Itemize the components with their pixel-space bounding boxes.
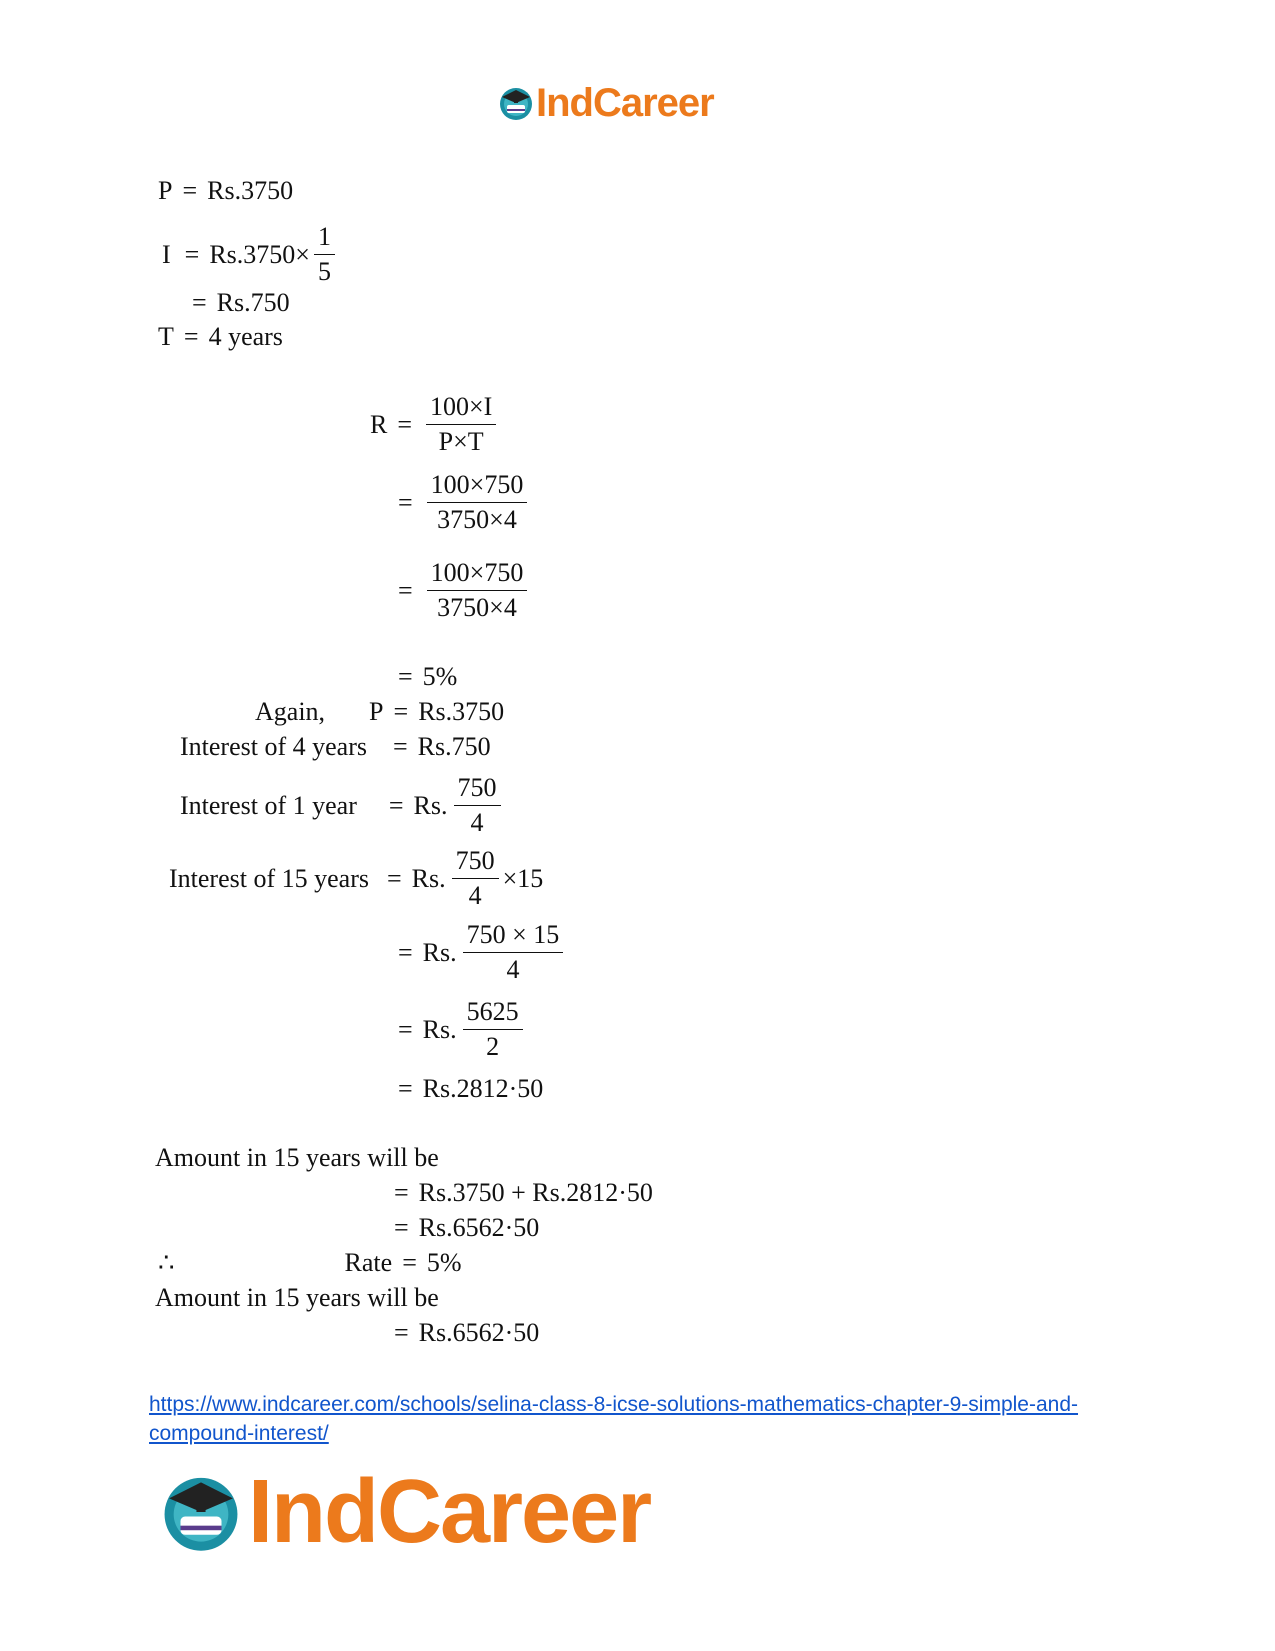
fraction: $\frac{750 \times 15}{4}$ — [463, 920, 564, 985]
interest-result: = Rs.2812·50 — [398, 1074, 544, 1103]
amount-final: = Rs.6562·50 — [394, 1318, 540, 1347]
fraction: $\frac{100\times 750}{3750\times 4}$ — [427, 470, 528, 535]
brand-name: IndCareer — [536, 81, 714, 125]
interest-step-3: = Rs. $\frac{5625}{2}$ — [398, 997, 527, 1062]
interest-step-2: = Rs. $\frac{750 \times 15}{4}$ — [398, 920, 567, 985]
rate-result: = 5% — [398, 662, 458, 691]
rate-step-3: = $\frac{100\times 750}{3750\times 4}$ — [398, 558, 531, 623]
graduation-globe-icon — [498, 85, 534, 121]
source-link[interactable]: https://www.indcareer.com/schools/selina-class-8-icse-solutions-mathematics-chapter-9-simple-and-compound-interest/ — [149, 1393, 1079, 1445]
again-p: Again, P = Rs.3750 — [255, 697, 505, 726]
fraction: $\frac{1}{5}$ — [314, 222, 335, 287]
graduation-globe-icon — [160, 1471, 242, 1553]
interest-1-year: Interest of 1 year = Rs. $\frac{750}{4}$ — [180, 773, 505, 838]
given-i: I = Rs.3750× $\frac{1}{5}$ — [162, 222, 339, 287]
rate-step-2: = $\frac{100\times 750}{3750\times 4}$ — [398, 470, 531, 535]
header-logo — [498, 80, 714, 126]
fraction: $\frac{750}{4}$ — [454, 773, 501, 838]
fraction: $\frac{100\times 750}{3750\times 4}$ — [427, 558, 528, 623]
brand-name: IndCareer — [248, 1462, 651, 1562]
fraction: $\frac{5625}{2}$ — [463, 997, 523, 1062]
amount-total: = Rs.6562·50 — [394, 1213, 540, 1242]
given-i-result: = Rs.750 — [192, 288, 290, 317]
footer-logo — [160, 1462, 650, 1562]
amount-heading-2: Amount in 15 years will be — [155, 1283, 439, 1312]
amount-sum: = Rs.3750 + Rs.2812·50 — [394, 1178, 653, 1207]
given-p: P = Rs.3750 — [158, 176, 294, 205]
rate-formula: R = $\frac{100\times I}{P\times T}$ — [370, 392, 500, 457]
given-t: T = 4 years — [158, 322, 283, 351]
therefore-rate: ∴ Rate = 5% — [158, 1248, 462, 1277]
fraction: $\frac{100\times I}{P\times T}$ — [426, 392, 496, 457]
fraction: $\frac{750}{4}$ — [452, 846, 499, 911]
amount-heading: Amount in 15 years will be — [155, 1143, 439, 1172]
interest-4-years: Interest of 4 years = Rs.750 — [180, 732, 491, 761]
therefore-symbol: ∴ — [158, 1248, 175, 1277]
interest-15-years: Interest of 15 years = Rs. $\frac{750}{4}$ ×15 — [169, 846, 544, 910]
